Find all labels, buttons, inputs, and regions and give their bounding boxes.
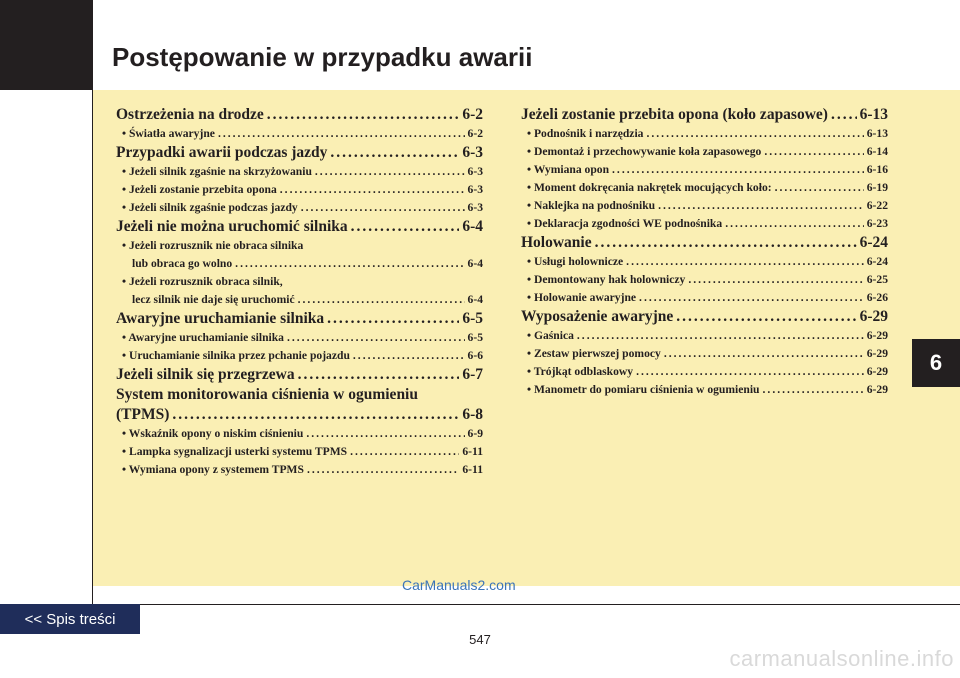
toc-page-ref: 6-3 — [467, 183, 483, 196]
toc-page-ref: 6-14 — [866, 145, 888, 158]
toc-label: Jeżeli nie można uruchomić silnika — [116, 218, 348, 235]
toc-label: Jeżeli zostanie przebita opona (koło zapasowe) — [521, 106, 828, 123]
toc-label: Holowanie — [521, 234, 592, 251]
toc-section[interactable] — [116, 217, 483, 237]
leader-dots — [350, 443, 459, 461]
toc-page-ref: 6-8 — [462, 406, 483, 423]
toc-section[interactable] — [116, 143, 483, 163]
leader-dots — [676, 307, 856, 327]
leader-dots — [287, 329, 465, 347]
leader-dots — [353, 347, 465, 365]
toc-column-left — [116, 105, 483, 479]
leader-dots — [218, 125, 465, 143]
toc-section[interactable] — [116, 365, 483, 385]
leader-dots — [626, 253, 864, 271]
leader-dots — [775, 179, 864, 197]
toc-entry[interactable] — [521, 253, 888, 271]
toc-label: • Uruchamianie silnika przez pchanie pojazdu — [122, 349, 350, 362]
toc-entry[interactable]: System monitorowania ciśnienia w ogumieniu — [116, 386, 418, 403]
leader-dots — [831, 105, 857, 125]
leader-dots — [330, 143, 459, 163]
leader-dots — [298, 365, 460, 385]
toc-page-ref: 6-11 — [462, 445, 483, 458]
toc-entry[interactable]: • Jeżeli rozrusznik nie obraca silnika — [122, 239, 304, 252]
horizontal-divider — [92, 604, 960, 605]
toc-page-ref: 6-7 — [462, 366, 483, 383]
toc-page-ref: 6-29 — [859, 308, 888, 325]
leader-dots — [636, 363, 864, 381]
toc-label: • Naklejka na podnośniku — [527, 199, 656, 212]
toc-entry[interactable] — [521, 345, 888, 363]
toc-entry[interactable] — [521, 289, 888, 307]
leader-dots — [646, 125, 863, 143]
leader-dots — [658, 197, 864, 215]
toc-page-ref: 6-6 — [467, 349, 483, 362]
toc-page-ref: 6-13 — [859, 106, 888, 123]
toc-page-ref: 6-3 — [462, 144, 483, 161]
toc-page-ref: 6-29 — [866, 383, 888, 396]
leader-dots — [298, 291, 465, 309]
toc-page-ref: 6-29 — [866, 329, 888, 342]
toc-label: • Zestaw pierwszej pomocy — [527, 347, 661, 360]
page-title: Postępowanie w przypadku awarii — [112, 42, 533, 72]
leader-dots — [639, 289, 864, 307]
toc-page-ref: 6-16 — [866, 163, 888, 176]
toc-page-ref: 6-13 — [866, 127, 888, 140]
toc-page-ref: 6-11 — [462, 463, 483, 476]
toc-label: lecz silnik nie daje się uruchomić — [132, 293, 295, 306]
toc-entry[interactable] — [116, 291, 483, 309]
toc-entry[interactable] — [116, 461, 483, 479]
toc-label: • Podnośnik i narzędzia — [527, 127, 644, 140]
toc-entry[interactable]: • Jeżeli rozrusznik obraca silnik, — [122, 275, 283, 288]
toc-section[interactable] — [521, 105, 888, 125]
toc-label: • Holowanie awaryjne — [527, 291, 637, 304]
leader-dots — [172, 405, 459, 425]
toc-page-ref: 6-5 — [467, 331, 483, 344]
toc-entry[interactable] — [521, 125, 888, 143]
chapter-tab[interactable]: 6 — [912, 339, 960, 387]
toc-entry[interactable] — [116, 255, 483, 273]
leader-dots — [301, 199, 465, 217]
watermark: CarManuals2.com — [402, 577, 516, 593]
toc-entry[interactable] — [116, 199, 483, 217]
toc-entry[interactable] — [116, 125, 483, 143]
toc-label: • Moment dokręcania nakrętek mocujących koło: — [527, 181, 772, 194]
toc-label: • Wskaźnik opony o niskim ciśnieniu — [122, 427, 304, 440]
toc-entry[interactable] — [521, 363, 888, 381]
toc-page-ref: 6-3 — [467, 201, 483, 214]
toc-entry[interactable] — [521, 161, 888, 179]
leader-dots — [688, 271, 863, 289]
leader-dots — [267, 105, 460, 125]
leader-dots — [595, 233, 857, 253]
toc-entry[interactable] — [521, 143, 888, 161]
toc-page-ref: 6-19 — [866, 181, 888, 194]
toc-page-ref: 6-24 — [866, 255, 888, 268]
toc-entry[interactable] — [521, 381, 888, 399]
leader-dots — [306, 425, 464, 443]
toc-label: • Deklaracja zgodności WE podnośnika — [527, 217, 723, 230]
toc-entry[interactable] — [116, 163, 483, 181]
toc-entry[interactable] — [116, 329, 483, 347]
leader-dots — [664, 345, 864, 363]
leader-dots — [307, 461, 459, 479]
toc-entry[interactable] — [116, 443, 483, 461]
toc-page-ref: 6-4 — [467, 257, 483, 270]
leader-dots — [327, 309, 459, 329]
toc-label: • Jeżeli zostanie przebita opona — [122, 183, 277, 196]
leader-dots — [612, 161, 864, 179]
toc-entry[interactable] — [116, 181, 483, 199]
toc-label: • Gaśnica — [527, 329, 574, 342]
toc-label: • Demontowany hak holowniczy — [527, 273, 686, 286]
toc-entry[interactable] — [521, 179, 888, 197]
toc-label: • Trójkąt odblaskowy — [527, 365, 634, 378]
toc-page-ref: 6-2 — [462, 106, 483, 123]
toc-label: Wyposażenie awaryjne — [521, 308, 674, 325]
toc-label: • Usługi holownicze — [527, 255, 624, 268]
leader-dots — [725, 215, 864, 233]
leader-dots — [764, 143, 863, 161]
toc-page-ref: 6-23 — [866, 217, 888, 230]
toc-page-ref: 6-26 — [866, 291, 888, 304]
toc-entry[interactable] — [116, 425, 483, 443]
back-to-toc-button[interactable]: << Spis treści — [0, 604, 140, 634]
page-number: 547 — [469, 632, 491, 647]
toc-page-ref: 6-4 — [462, 218, 483, 235]
toc-label: • Światła awaryjne — [122, 127, 215, 140]
toc-page-ref: 6-29 — [866, 347, 888, 360]
toc-label: • Manometr do pomiaru ciśnienia w ogumieniu — [527, 383, 760, 396]
toc-page-ref: 6-29 — [866, 365, 888, 378]
leader-dots — [763, 381, 864, 399]
toc-page-ref: 6-25 — [866, 273, 888, 286]
toc-entry[interactable] — [116, 347, 483, 365]
toc-label: • Wymiana opony z systemem TPMS — [122, 463, 304, 476]
toc-entry[interactable] — [521, 327, 888, 345]
toc-label: • Awaryjne uruchamianie silnika — [122, 331, 284, 344]
vertical-divider — [92, 0, 93, 604]
toc-section[interactable] — [521, 233, 888, 253]
toc-page-ref: 6-3 — [467, 165, 483, 178]
toc-page-ref: 6-4 — [467, 293, 483, 306]
toc-section[interactable] — [521, 307, 888, 327]
leader-dots — [577, 327, 864, 345]
leader-dots — [280, 181, 465, 199]
toc-label: Ostrzeżenia na drodze — [116, 106, 264, 123]
toc-label: • Jeżeli silnik zgaśnie podczas jazdy — [122, 201, 298, 214]
left-margin — [0, 90, 92, 586]
toc-label: Awaryjne uruchamianie silnika — [116, 310, 325, 327]
toc-page-ref: 6-24 — [859, 234, 888, 251]
toc-label: Jeżeli silnik się przegrzewa — [116, 366, 295, 383]
toc-label: lub obraca go wolno — [132, 257, 233, 270]
toc-label: • Wymiana opon — [527, 163, 610, 176]
leader-dots — [351, 217, 460, 237]
toc-label: Przypadki awarii podczas jazdy — [116, 144, 328, 161]
toc-entry[interactable] — [521, 215, 888, 233]
leader-dots — [235, 255, 464, 273]
toc-page-ref: 6-9 — [467, 427, 483, 440]
toc-column-right — [521, 105, 888, 399]
corner-block — [0, 0, 92, 90]
toc-label: (TPMS) — [116, 406, 170, 423]
toc-section[interactable] — [116, 309, 483, 329]
site-footer: carmanualsonline.info — [729, 646, 954, 671]
toc-page-ref: 6-22 — [866, 199, 888, 212]
toc-label: • Demontaż i przechowywanie koła zapasowego — [527, 145, 762, 158]
toc-section[interactable] — [116, 105, 483, 125]
leader-dots — [315, 163, 465, 181]
toc-label: • Lampka sygnalizacji usterki systemu TPMS — [122, 445, 348, 458]
toc-page-ref: 6-2 — [467, 127, 483, 140]
toc-label: • Jeżeli silnik zgaśnie na skrzyżowaniu — [122, 165, 312, 178]
toc-section[interactable] — [116, 405, 483, 425]
toc-entry[interactable] — [521, 271, 888, 289]
toc-page-ref: 6-5 — [462, 310, 483, 327]
toc-entry[interactable] — [521, 197, 888, 215]
